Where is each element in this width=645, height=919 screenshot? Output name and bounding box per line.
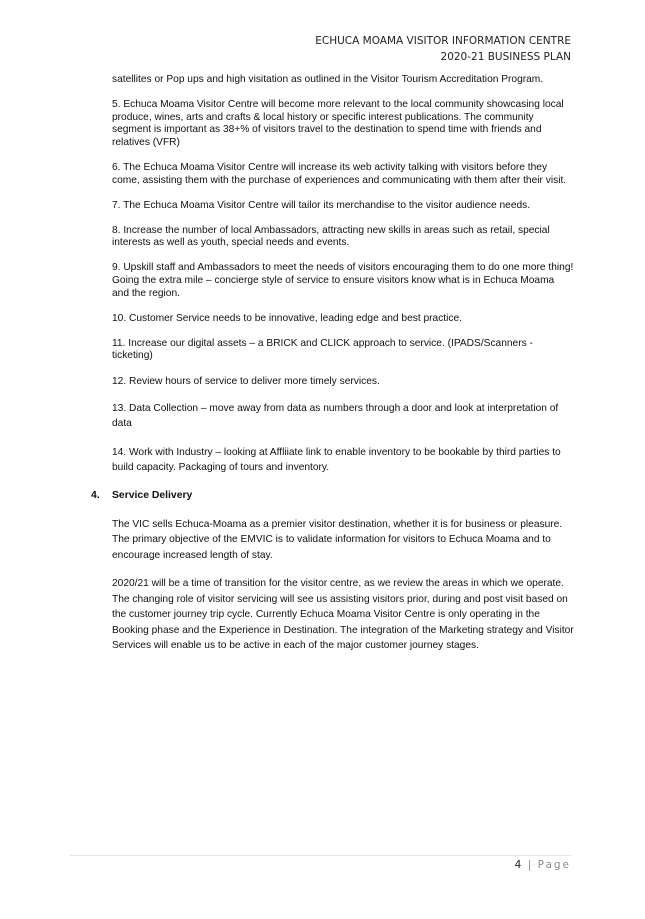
paragraph-item-8: 8. Increase the number of local Ambassadors, attracting new skills in areas such as retail, special interests as well as youth, special needs and events. — [112, 224, 550, 249]
paragraph-item-11: 11. Increase our digital assets – a BRICK and CLICK approach to service. (IPADS/Scanners - ticketing) — [112, 337, 533, 362]
paragraph-continued: satellites or Pop ups and high visitation as outlined in the Visitor Tourism Accreditation Program. — [112, 74, 544, 85]
paragraph-item-12: 12. Review hours of service to deliver more timely services. — [112, 375, 380, 387]
footer-separator: | — [527, 859, 532, 871]
header-subtitle: 2020-21 BUSINESS PLAN — [440, 51, 571, 63]
paragraph-item-5: 5. Echuca Moama Visitor Centre will become more relevant to the local community showcasing local produce, wines, arts and crafts & local history or specific interest publications. The community segment is important as 38+% of visitors travel to the destination to spend time with friends and relatives (VFR) — [112, 99, 564, 148]
paragraph-item-10: 10. Customer Service needs to be innovative, leading edge and best practice. — [112, 312, 462, 324]
section-heading — [91, 489, 574, 501]
page-body — [91, 74, 574, 667]
page-label: Page — [537, 859, 571, 871]
section-paragraph-1: The VIC sells Echuca-Moama as a premier visitor destination, whether it is for business or pleasure. The primary objective of the EMVIC is to validate information for visitors to Echuca Moama and to encourage increased length of stay. — [112, 518, 563, 561]
paragraph-item-9: 9. Upskill staff and Ambassadors to meet the needs of visitors encouraging them to do one more thing! Going the extra mile – concierge style of service to ensure visitors know what is in Echuca Moama and the region. — [112, 262, 574, 299]
page-footer — [515, 859, 571, 871]
paragraph-item-14: 14. Work with Industry – looking at Affliiate link to enable inventory to be bookable by third parties to build capacity. Packaging of tours and inventory. — [112, 446, 561, 474]
section-number: 4. — [91, 489, 100, 501]
section-paragraph-2: 2020/21 will be a time of transition for the visitor centre, as we review the areas in which we operate. The changing role of visitor servicing will see us assisting visitors prior, during and post visit based on the customer journey trip cycle. Currently Echuca Moama Visitor Centre is only operating in the Booking phase and the Experience in Destination. The integration of the Marketing strategy and Visitor Services will enable us to be active in each of the major customer journey stages. — [112, 578, 574, 652]
footer-divider — [70, 855, 571, 856]
section-title: Service Delivery — [112, 489, 193, 501]
paragraph-item-13: 13. Data Collection – move away from data as numbers through a door and look at interpretation of data — [112, 402, 559, 430]
paragraph-item-7: 7. The Echuca Moama Visitor Centre will tailor its merchandise to the visitor audience needs. — [112, 199, 531, 211]
paragraph-item-6: 6. The Echuca Moama Visitor Centre will increase its web activity talking with visitors before they come, assisting them with the purchase of experiences and communicating with them after their visit. — [112, 161, 567, 186]
header-title: ECHUCA MOAMA VISITOR INFORMATION CENTRE — [315, 35, 571, 47]
page-number: 4 — [514, 859, 522, 871]
page-header — [315, 33, 571, 65]
